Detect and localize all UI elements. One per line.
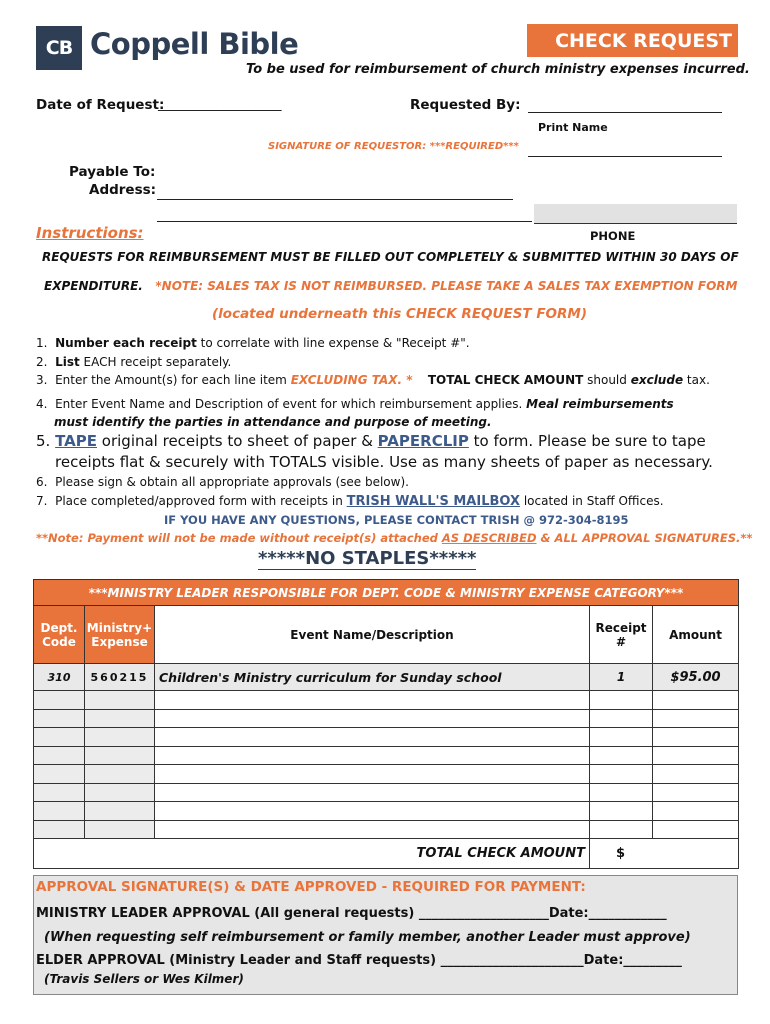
table-row xyxy=(34,783,739,802)
instructions-line-2 xyxy=(44,279,737,293)
instruction-item-2: 2. List EACH receipt separately. xyxy=(36,355,232,369)
instructions-line-3: (located underneath this CHECK REQUEST FORM) xyxy=(212,306,588,322)
approval-title: APPROVAL SIGNATURE(S) & DATE APPROVED - REQUIRED FOR PAYMENT: xyxy=(36,879,586,895)
signature-label: SIGNATURE OF REQUESTOR: ***REQUIRED*** xyxy=(268,141,519,152)
col-event-description: Event Name/Description xyxy=(155,606,590,664)
instruction-item-4: 4. Enter Event Name and Description of event for which reimbursement applies. Meal reimbursements xyxy=(36,397,674,411)
date-field[interactable]: ___________________ xyxy=(158,97,282,112)
cell-receipt[interactable]: 1 xyxy=(590,664,653,691)
instruction-item-5: 5. TAPE original receipts to sheet of paper & PAPERCLIP to form. Please be sure to tape xyxy=(36,432,706,450)
col-amount: Amount xyxy=(653,606,739,664)
payable-to-label: Payable To: xyxy=(69,164,156,180)
phone-label: PHONE xyxy=(590,229,636,243)
cell-amount[interactable]: $95.00 xyxy=(653,664,739,691)
instruction-item-4-cont: must identify the parties in attendance and purpose of meeting. xyxy=(54,415,492,429)
sales-tax-note: *NOTE: SALES TAX IS NOT REIMBURSED. PLEASE TAKE A SALES TAX EXEMPTION FORM xyxy=(155,279,738,293)
elder-approval[interactable]: ELDER APPROVAL (Ministry Leader and Staff requests) ______________________Date:_________ xyxy=(36,953,682,968)
instruction-item-6: 6. Please sign & obtain all appropriate approvals (see below). xyxy=(36,475,409,489)
col-ministry-expense: Ministry+ Expense xyxy=(85,606,155,664)
payment-note: **Note: Payment will not be made without receipt(s) attached AS DESCRIBED & ALL APPROVAL SIGNATURES.** xyxy=(36,531,753,545)
instruction-item-5-cont: receipts flat & securely with TOTALS visible. Use as many sheets of paper as necessary. xyxy=(55,453,713,471)
instructions-line-1: REQUESTS FOR REIMBURSEMENT MUST BE FILLED OUT COMPLETELY & SUBMITTED WITHIN 30 DAYS OF xyxy=(42,250,739,264)
table-row xyxy=(34,709,739,728)
phone-field[interactable] xyxy=(534,204,737,224)
address-label: Address: xyxy=(89,182,157,198)
table-row xyxy=(34,820,739,839)
total-row xyxy=(34,839,739,869)
expenditure-text: EXPENDITURE. xyxy=(44,279,143,293)
instruction-item-7: 7. Place completed/approved form with receipts in TRISH WALL'S MAILBOX located in Staff Offices. xyxy=(36,494,664,509)
requested-by-label: Requested By: xyxy=(410,97,521,113)
cell-event[interactable]: Children's Ministry curriculum for Sunday school xyxy=(155,664,590,691)
table-row xyxy=(34,765,739,784)
table-row xyxy=(34,728,739,747)
instruction-item-1: 1. Number each receipt to correlate with line expense & "Receipt #". xyxy=(36,336,470,350)
no-staples-heading: *****NO STAPLES***** xyxy=(258,548,477,569)
contact-line: IF YOU HAVE ANY QUESTIONS, PLEASE CONTACT TRISH @ 972-304-8195 xyxy=(164,513,629,527)
instructions-title: Instructions: xyxy=(36,224,144,242)
address-field-1[interactable] xyxy=(157,199,513,200)
date-label: Date of Request: xyxy=(36,97,165,113)
form-title-banner: CHECK REQUEST xyxy=(527,24,738,57)
table-banner: ***MINISTRY LEADER RESPONSIBLE FOR DEPT. CODE & MINISTRY EXPENSE CATEGORY*** xyxy=(34,580,739,606)
ministry-leader-note: (When requesting self reimbursement or family member, another Leader must approve) xyxy=(44,930,691,945)
requested-by-field[interactable] xyxy=(528,112,722,113)
col-dept-code: Dept. Code xyxy=(34,606,85,664)
elder-note: (Travis Sellers or Wes Kilmer) xyxy=(44,972,244,986)
signature-field[interactable] xyxy=(528,156,722,157)
table-row xyxy=(34,664,739,691)
logo-mark: CB xyxy=(36,26,82,70)
table-row xyxy=(34,691,739,710)
address-field-2[interactable] xyxy=(157,221,532,222)
total-label: TOTAL CHECK AMOUNT xyxy=(34,839,590,869)
logo-name: Coppell Bible xyxy=(90,27,299,61)
print-name-label: Print Name xyxy=(538,121,608,134)
ministry-leader-approval[interactable]: MINISTRY LEADER APPROVAL (All general requests) ____________________Date:____________ xyxy=(36,906,667,921)
instruction-item-3: 3. Enter the Amount(s) for each line item EXCLUDING TAX. * TOTAL CHECK AMOUNT should exclude tax. xyxy=(36,373,710,387)
table-row xyxy=(34,802,739,821)
cell-dept[interactable]: 310 xyxy=(34,664,85,691)
cell-ministry[interactable]: 560215 xyxy=(85,664,155,691)
form-subtitle: To be used for reimbursement of church ministry expenses incurred. xyxy=(246,62,750,77)
total-value[interactable]: $ xyxy=(590,839,739,869)
expense-table xyxy=(33,579,739,869)
table-row xyxy=(34,746,739,765)
col-receipt-number: Receipt # xyxy=(590,606,653,664)
